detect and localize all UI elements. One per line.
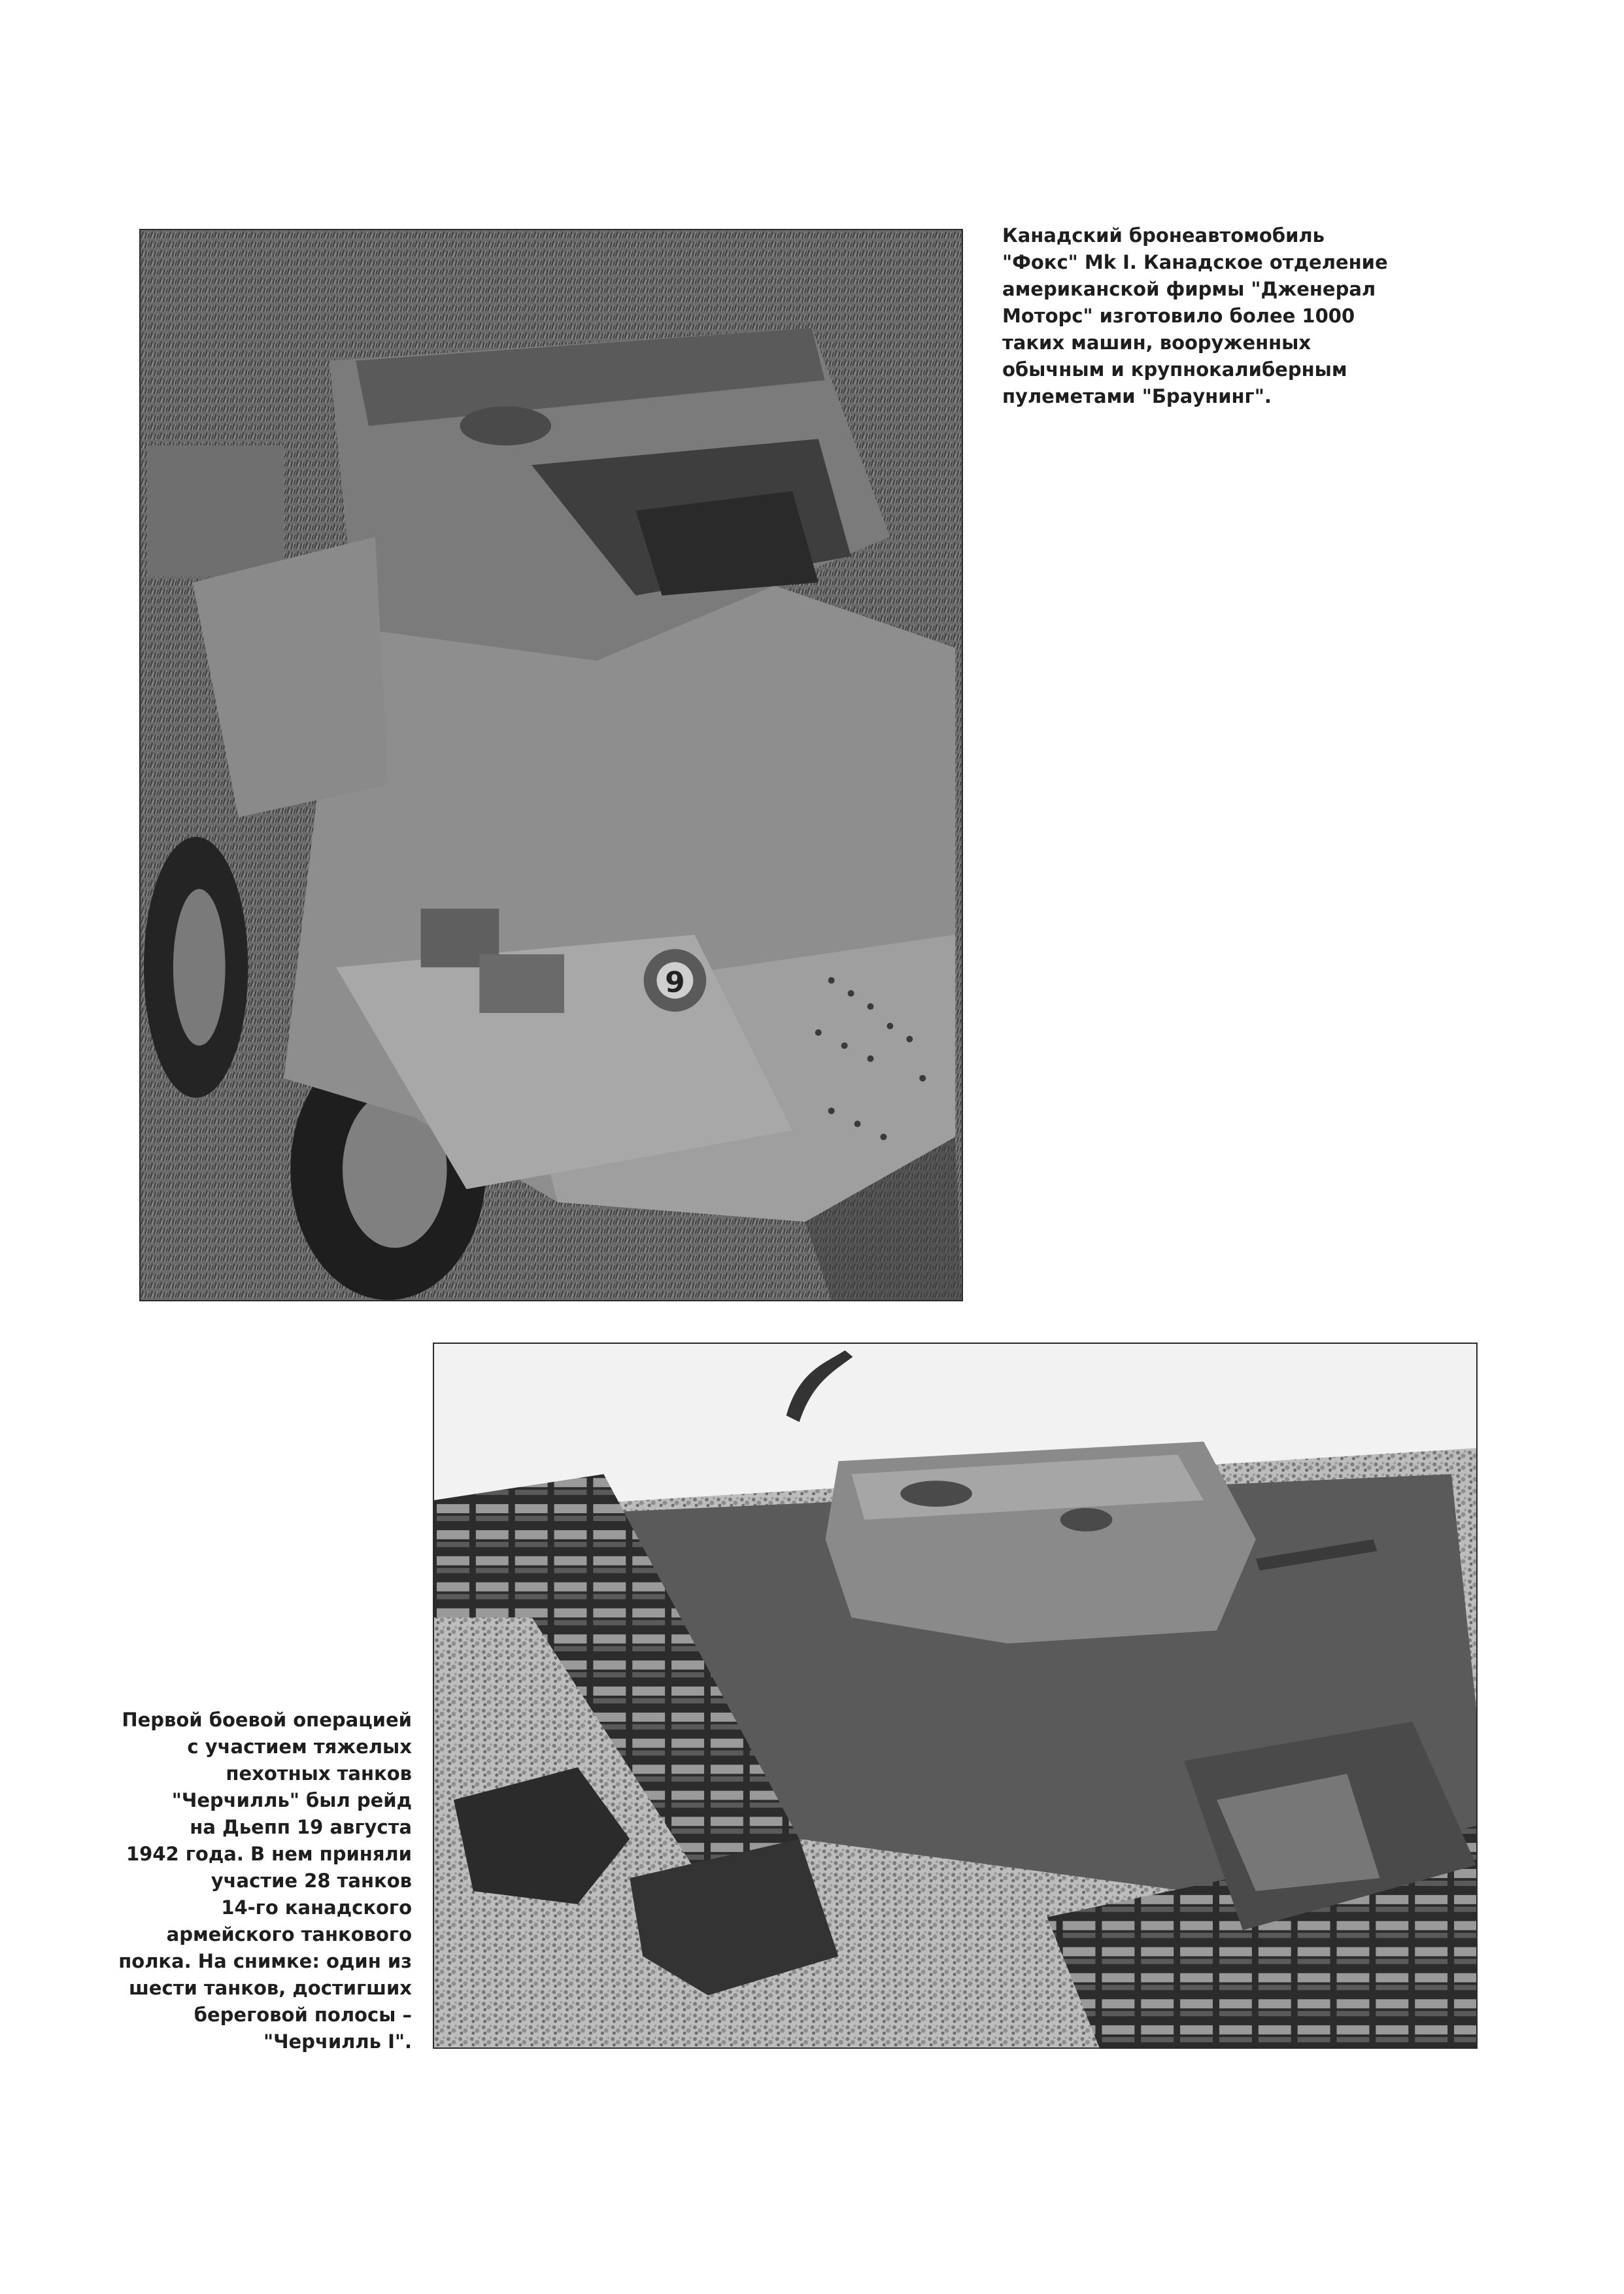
vehicle-number-marking: 9 [665, 966, 685, 1000]
fox-armored-car-caption: Канадский бронеавтомобиль "Фокс" Mk I. Канадское отделение американской фирмы "Дженерал Моторс" изготовило более 1000 таких машин, вооруженных обычным и крупнокалиберным пулеметами "Браунинг". [1002, 224, 1388, 407]
churchill-tank-photo [433, 1343, 1478, 2049]
churchill-tank-caption: Первой боевой операцией с участием тяжелых пехотных танков "Черчилль" был рейд на Дьепп 19 августа 1942 года. В нем приняли участие 28 танков 14-го канадского армейского танкового полка. На снимке: один из шести танков, достигших береговой полосы – "Черчилль I". [118, 1709, 412, 2053]
fox-armored-car-illustration [141, 230, 962, 1300]
churchill-tank-illustration [434, 1344, 1476, 2047]
fox-armored-car-photo [139, 229, 963, 1301]
